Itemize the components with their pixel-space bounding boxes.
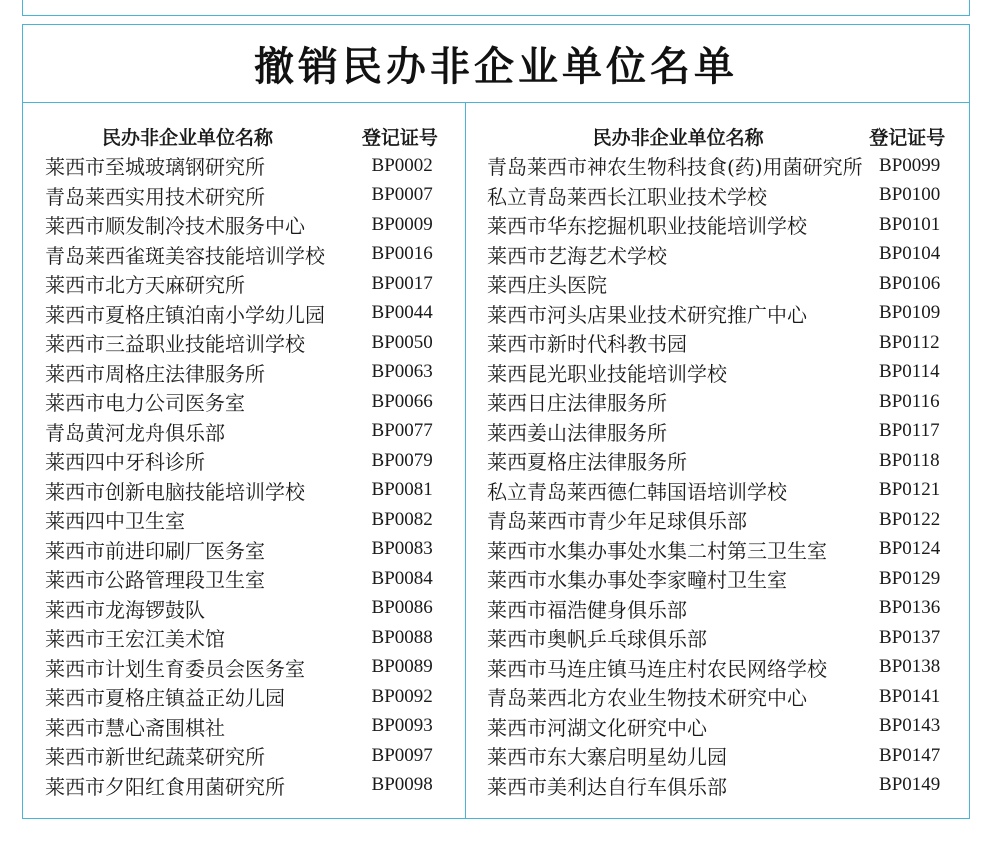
organization-name: 莱西昆光职业技能培训学校: [487, 361, 727, 386]
registration-number: BP0002: [371, 154, 433, 176]
list-item: [487, 741, 957, 771]
list-item: [45, 535, 455, 565]
organization-name: 青岛莱西市神农生物科技食(药)用菌研究所: [487, 155, 863, 180]
organization-name: 莱西市新世纪蔬菜研究所: [45, 745, 265, 770]
list-item: [487, 771, 957, 801]
registration-number: BP0084: [371, 567, 433, 589]
list-item: [45, 387, 455, 417]
page-title: 撤销民办非企业单位名单: [254, 44, 738, 90]
registration-number: BP0009: [371, 213, 433, 235]
registration-number: BP0104: [879, 243, 941, 265]
registration-number: BP0122: [879, 508, 941, 530]
right-column: [487, 121, 957, 800]
code-header: 登记证号: [361, 126, 438, 149]
organization-name: 莱西市龙海锣鼓队: [45, 597, 205, 622]
registration-number: BP0092: [371, 685, 433, 707]
organization-name: 青岛莱西市青少年足球俱乐部: [487, 509, 747, 534]
list-item: [45, 328, 455, 358]
registration-number: BP0149: [879, 774, 941, 796]
organization-name: 莱西市河湖文化研究中心: [487, 715, 707, 740]
registration-number: BP0099: [879, 154, 941, 176]
registration-number: BP0100: [879, 184, 941, 206]
list-item: [45, 446, 455, 476]
organization-name: 莱西市华东挖掘机职业技能培训学校: [487, 214, 807, 239]
registration-number: BP0083: [371, 538, 433, 560]
list-item: [45, 358, 455, 388]
list-item: [487, 151, 957, 181]
registration-number: BP0114: [879, 361, 940, 383]
registration-number: BP0136: [879, 597, 941, 619]
registration-number: BP0017: [371, 272, 433, 294]
list-item: [45, 741, 455, 771]
registration-number: BP0089: [371, 656, 433, 678]
organization-name: 莱西市北方天麻研究所: [45, 273, 245, 298]
organization-name: 莱西市三益职业技能培训学校: [45, 332, 305, 357]
registration-number: BP0097: [371, 744, 433, 766]
organization-name: 莱西日庄法律服务所: [487, 391, 667, 416]
list-item: [45, 417, 455, 447]
organization-name: 莱西市慧心斋围棋社: [45, 715, 225, 740]
organization-name: 莱西市计划生育委员会医务室: [45, 656, 305, 681]
right-rows: [487, 151, 957, 800]
registration-number: BP0079: [371, 449, 433, 471]
list-item: [487, 682, 957, 712]
organization-name: 莱西夏格庄法律服务所: [487, 450, 687, 475]
list-item: [487, 594, 957, 624]
organization-name: 莱西市水集办事处李家疃村卫生室: [487, 568, 787, 593]
organization-name: 莱西市东大寨启明星幼儿园: [487, 745, 727, 770]
list-item: [487, 535, 957, 565]
organization-name: 莱西市福浩健身俱乐部: [487, 597, 687, 622]
registration-number: BP0077: [371, 420, 433, 442]
registration-number: BP0101: [879, 213, 941, 235]
organization-name: 莱西四中卫生室: [45, 509, 185, 534]
list-item: [487, 505, 957, 535]
list-item: [487, 387, 957, 417]
list-item: [487, 446, 957, 476]
list-item: [45, 181, 455, 211]
registration-number: BP0138: [879, 656, 941, 678]
list-item: [487, 712, 957, 742]
registration-number: BP0147: [879, 744, 941, 766]
organization-name: 莱西市河头店果业技术研究推广中心: [487, 302, 807, 327]
registration-number: BP0050: [371, 331, 433, 353]
left-rows: [45, 151, 455, 800]
list-item: [487, 358, 957, 388]
name-header: 民办非企业单位名称: [101, 126, 273, 149]
registration-number: BP0106: [879, 272, 941, 294]
list-frame: [22, 24, 970, 819]
registration-number: BP0098: [371, 774, 433, 796]
list-item: [45, 653, 455, 683]
list-item: [487, 564, 957, 594]
list-item: [45, 712, 455, 742]
organization-name: 莱西姜山法律服务所: [487, 420, 667, 445]
organization-name: 莱西庄头医院: [487, 273, 607, 298]
registration-number: BP0129: [879, 567, 941, 589]
list-item: [487, 299, 957, 329]
organization-name: 莱西市顺发制冷技术服务中心: [45, 214, 305, 239]
top-frame-border: [22, 0, 970, 16]
list-item: [487, 653, 957, 683]
registration-number: BP0082: [371, 508, 433, 530]
list-item: [45, 682, 455, 712]
left-column: [45, 121, 455, 800]
list-item: [487, 240, 957, 270]
registration-number: BP0141: [879, 685, 941, 707]
registration-number: BP0143: [879, 715, 941, 737]
list-item: [487, 269, 957, 299]
registration-number: BP0117: [879, 420, 940, 442]
organization-name: 莱西市电力公司医务室: [45, 391, 245, 416]
title-row: [23, 25, 969, 103]
column-divider: [465, 103, 466, 818]
organization-name: 莱西市夏格庄镇益正幼儿园: [45, 686, 285, 711]
code-header: 登记证号: [869, 126, 946, 149]
organization-name: 莱西市夕阳红食用菌研究所: [45, 774, 285, 799]
registration-number: BP0137: [879, 626, 941, 648]
list-item: [45, 564, 455, 594]
organization-name: 莱西市公路管理段卫生室: [45, 568, 265, 593]
organization-name: 莱西市王宏江美术馆: [45, 627, 225, 652]
list-item: [45, 299, 455, 329]
list-item: [45, 240, 455, 270]
registration-number: BP0044: [371, 302, 433, 324]
organization-name: 青岛莱西实用技术研究所: [45, 184, 265, 209]
organization-name: 莱西市前进印刷厂医务室: [45, 538, 265, 563]
organization-name: 莱西市奥帆乒乓球俱乐部: [487, 627, 707, 652]
organization-name: 青岛黄河龙舟俱乐部: [45, 420, 225, 445]
list-item: [45, 623, 455, 653]
organization-name: 莱西市艺海艺术学校: [487, 243, 667, 268]
list-item: [45, 151, 455, 181]
organization-name: 莱西市创新电脑技能培训学校: [45, 479, 305, 504]
list-item: [487, 210, 957, 240]
organization-name: 青岛莱西雀斑美容技能培训学校: [45, 243, 325, 268]
left-column-header: [45, 121, 455, 151]
list-item: [45, 476, 455, 506]
organization-name: 莱西市美利达自行车俱乐部: [487, 774, 727, 799]
list-item: [487, 476, 957, 506]
registration-number: BP0121: [879, 479, 941, 501]
registration-number: BP0007: [371, 184, 433, 206]
list-item: [487, 181, 957, 211]
registration-number: BP0086: [371, 597, 433, 619]
registration-number: BP0016: [371, 243, 433, 265]
name-header: 民办非企业单位名称: [592, 126, 764, 149]
organization-name: 莱西市至城玻璃钢研究所: [45, 155, 265, 180]
organization-name: 莱西市水集办事处水集二村第三卫生室: [487, 538, 827, 563]
list-item: [45, 771, 455, 801]
organization-name: 莱西市周格庄法律服务所: [45, 361, 265, 386]
registration-number: BP0093: [371, 715, 433, 737]
registration-number: BP0088: [371, 626, 433, 648]
registration-number: BP0109: [879, 302, 941, 324]
list-item: [45, 594, 455, 624]
registration-number: BP0112: [879, 331, 940, 353]
list-item: [487, 623, 957, 653]
organization-name: 莱西市新时代科教书园: [487, 332, 687, 357]
organization-name: 莱西四中牙科诊所: [45, 450, 205, 475]
list-item: [45, 210, 455, 240]
registration-number: BP0081: [371, 479, 433, 501]
organization-name: 私立青岛莱西德仁韩国语培训学校: [487, 479, 787, 504]
registration-number: BP0063: [371, 361, 433, 383]
organization-name: 莱西市夏格庄镇泊南小学幼儿园: [45, 302, 325, 327]
organization-name: 青岛莱西北方农业生物技术研究中心: [487, 686, 807, 711]
organization-name: 莱西市马连庄镇马连庄村农民网络学校: [487, 656, 827, 681]
registration-number: BP0066: [371, 390, 433, 412]
list-item: [487, 328, 957, 358]
list-item: [487, 417, 957, 447]
registration-number: BP0124: [879, 538, 941, 560]
list-item: [45, 505, 455, 535]
organization-name: 私立青岛莱西长江职业技术学校: [487, 184, 767, 209]
registration-number: BP0118: [879, 449, 940, 471]
right-column-header: [487, 121, 957, 151]
registration-number: BP0116: [879, 390, 940, 412]
list-item: [45, 269, 455, 299]
